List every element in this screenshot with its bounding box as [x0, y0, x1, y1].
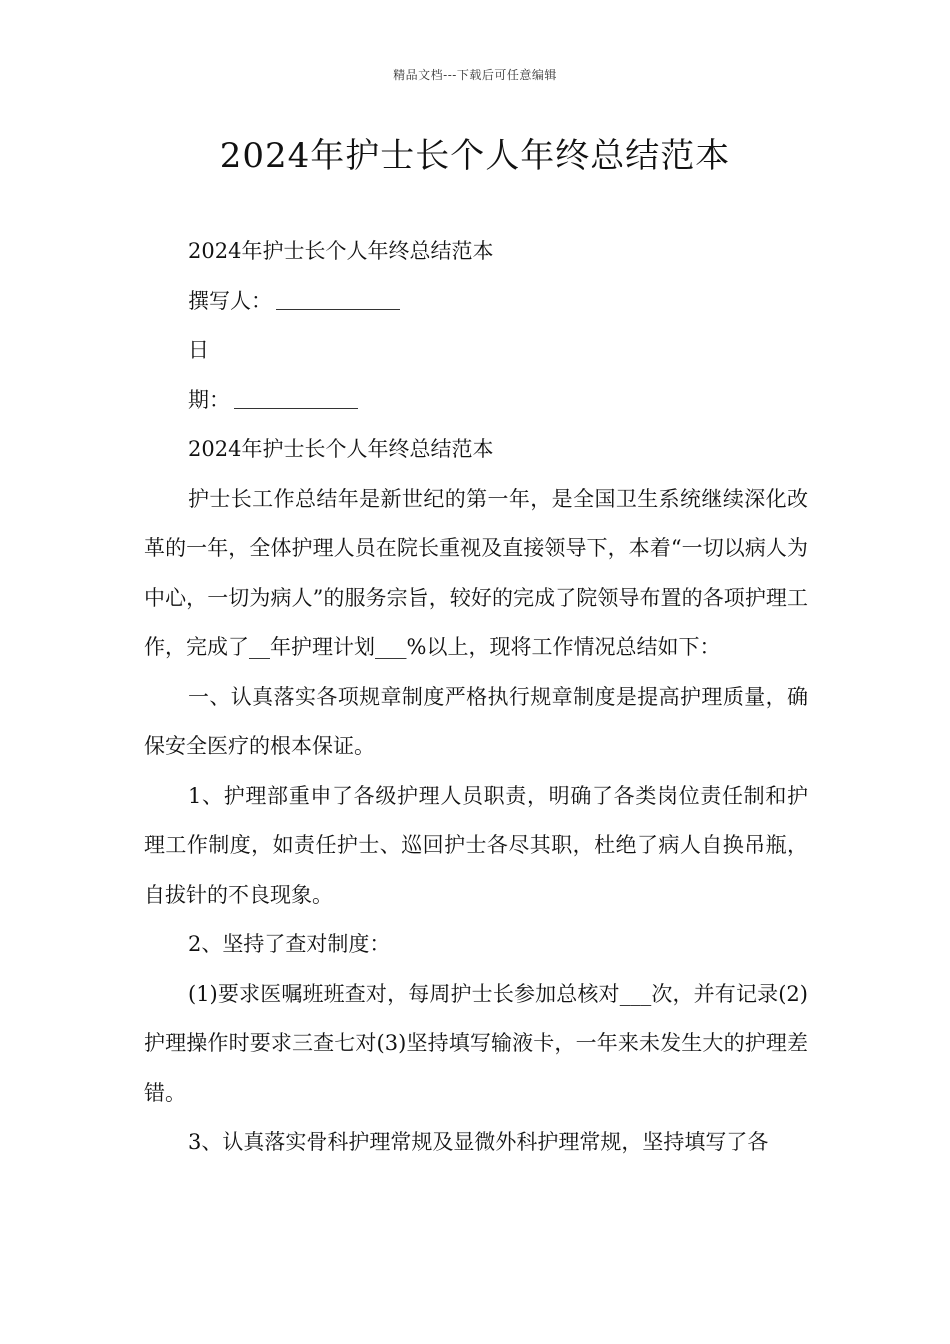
document-title: 2024年护士长个人年终总结范本 [219, 136, 731, 176]
document-subtitle: 2024年护士长个人年终总结范本 [188, 239, 494, 263]
paragraph: 1、护理部重申了各级护理人员职责，明确了各类岗位责任制和护理工作制度，如责任护士、巡回护士各尽其职，杜绝了病人自换吊瓶，自拔针的不良现象。 [144, 783, 808, 907]
date-label-line1: 日 [188, 338, 209, 362]
paragraph: 2、坚持了查对制度： [188, 932, 391, 956]
author-line [144, 277, 808, 327]
paragraph: 3、认真落实骨科护理常规及显微外科护理常规，坚持填写了各 [188, 1130, 769, 1154]
date-label: 期： [188, 387, 230, 412]
author-blank [276, 289, 400, 310]
paragraph: 一、认真落实各项规章制度严格执行规章制度是提高护理质量，确保安全医疗的根本保证。 [144, 684, 808, 758]
date-blank [234, 388, 358, 409]
paragraph: (1)要求医嘱班班查对，每周护士长参加总核对___次，并有记录(2)护理操作时要求三查七对(3)坚持填写输液卡，一年来未发生大的护理差错。 [144, 981, 808, 1105]
document-subtitle-repeat: 2024年护士长个人年终总结范本 [188, 437, 494, 461]
page-header: 精品文档---下载后可任意编辑 [393, 68, 557, 82]
author-label: 撰写人： [188, 288, 272, 313]
paragraph: 护士长工作总结年是新世纪的第一年，是全国卫生系统继续深化改革的一年，全体护理人员在院长重视及直接领导下，本着“一切以病人为中心，一切为病人”的服务宗旨，较好的完成了院领导布置的各项护理工作，完成了__年护理计划___%以上，现将工作情况总结如下： [144, 486, 808, 659]
date-line [144, 376, 808, 426]
document-body [144, 227, 808, 1168]
